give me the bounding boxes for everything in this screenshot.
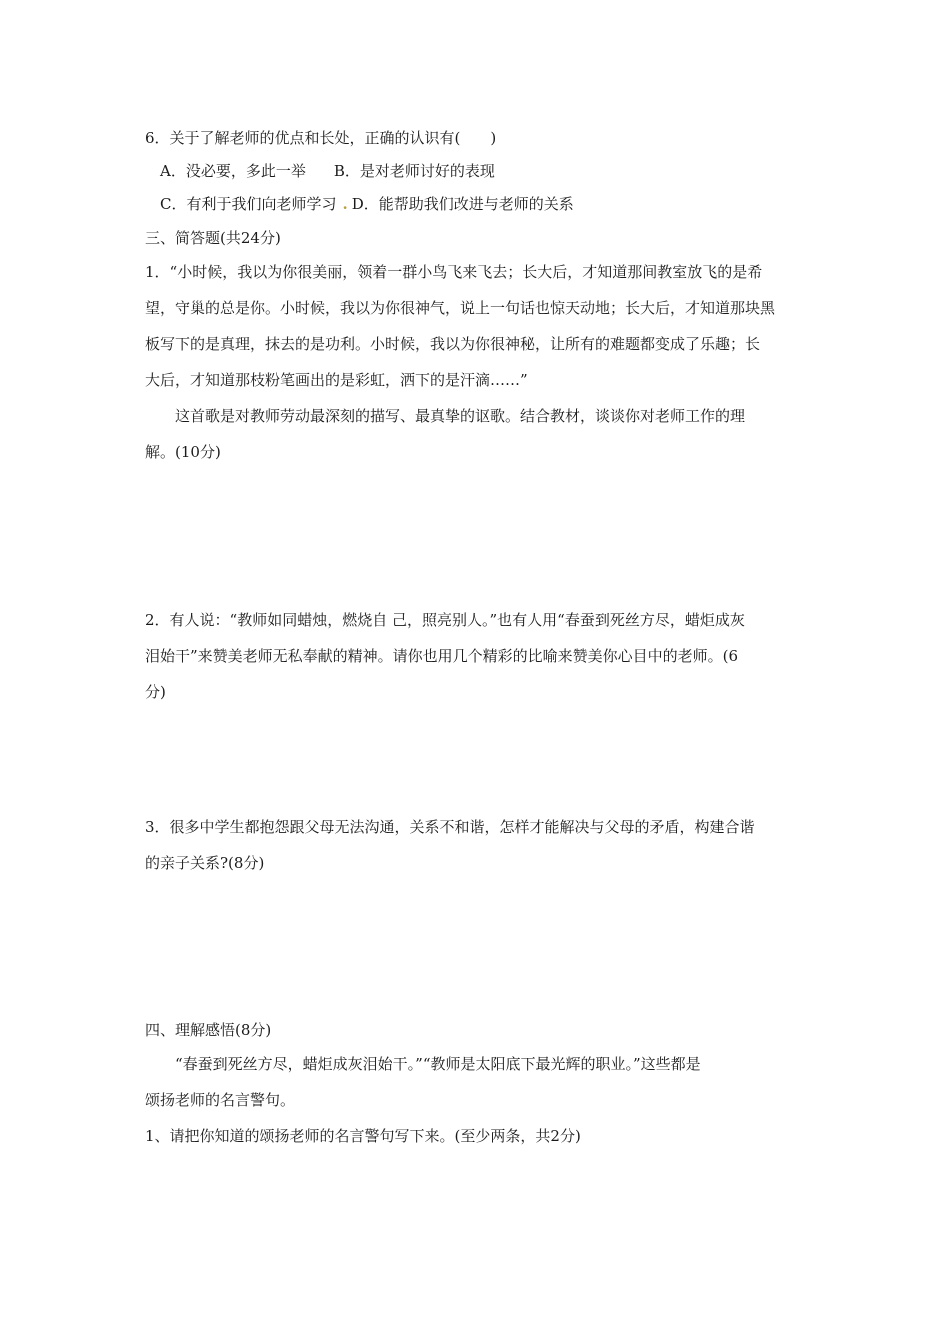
question-2-line-3: 分) (145, 683, 166, 701)
question-6-options-cd (160, 194, 574, 214)
option-b: B．是对老师讨好的表现 (333, 162, 495, 180)
section-3-title: 三、简答题(共24分) (145, 229, 281, 247)
question-1-line-4: 大后，才知道那枝粉笔画出的是彩虹，洒下的是汗滴……” (145, 371, 528, 389)
option-c: C．有利于我们向老师学习 (160, 195, 337, 213)
question-3-line-2: 的亲子关系?(8分) (145, 854, 265, 872)
question-1-prompt-line-2: 解。(10分) (145, 443, 221, 461)
question-6-options-ab (160, 161, 495, 181)
section-4-title: 四、理解感悟(8分) (145, 1021, 272, 1039)
question-1-line-3: 板写下的是真理，抹去的是功利。小时候，我以为你很神秘，让所有的难题都变成了乐趣；长 (145, 335, 761, 353)
option-a: A．没必要，多此一举 (160, 162, 306, 180)
question-2-line-2: 泪始干”来赞美老师无私奉献的精神。请你也用几个精彩的比喻来赞美你心目中的老师。(6 (145, 647, 739, 665)
section-4-intro-line-1: “春蚕到死丝方尽，蜡炬成灰泪始干。”“教师是太阳底下最光辉的职业。”这些都是 (175, 1055, 701, 1073)
question-1-line-2: 望，守巢的总是你。小时候，我以为你很神气，说上一句话也惊天动地；长大后，才知道那块黑 (145, 299, 776, 317)
question-2-line-1: 2．有人说：“教师如同蜡烛，燃烧自 己，照亮别人。”也有人用“春蚕到死丝方尽，蜡炬成灰 (145, 611, 745, 629)
question-1-prompt-line-1: 这首歌是对教师劳动最深刻的描写、最真挚的讴歌。结合教材，谈谈你对老师工作的理 (175, 407, 746, 425)
question-3-line-1: 3．很多中学生都抱怨跟父母无法沟通，关系不和谐，怎样才能解决与父母的矛盾，构建合谐 (145, 818, 755, 836)
question-1-line-1: 1．“小时候，我以为你很美丽，领着一群小鸟飞来飞去；长大后，才知道那间教室放飞的是希 (145, 263, 763, 281)
section-4-intro-line-2: 颂扬老师的名言警句。 (145, 1091, 296, 1109)
stray-mark: . (342, 195, 348, 213)
option-d: D．能帮助我们改进与老师的关系 (351, 195, 574, 213)
section-4-question-1: 1、请把你知道的颂扬老师的名言警句写下来。(至少两条，共2分) (145, 1127, 581, 1145)
question-6-stem: 6．关于了解老师的优点和长处，正确的认识有( ) (145, 129, 497, 147)
